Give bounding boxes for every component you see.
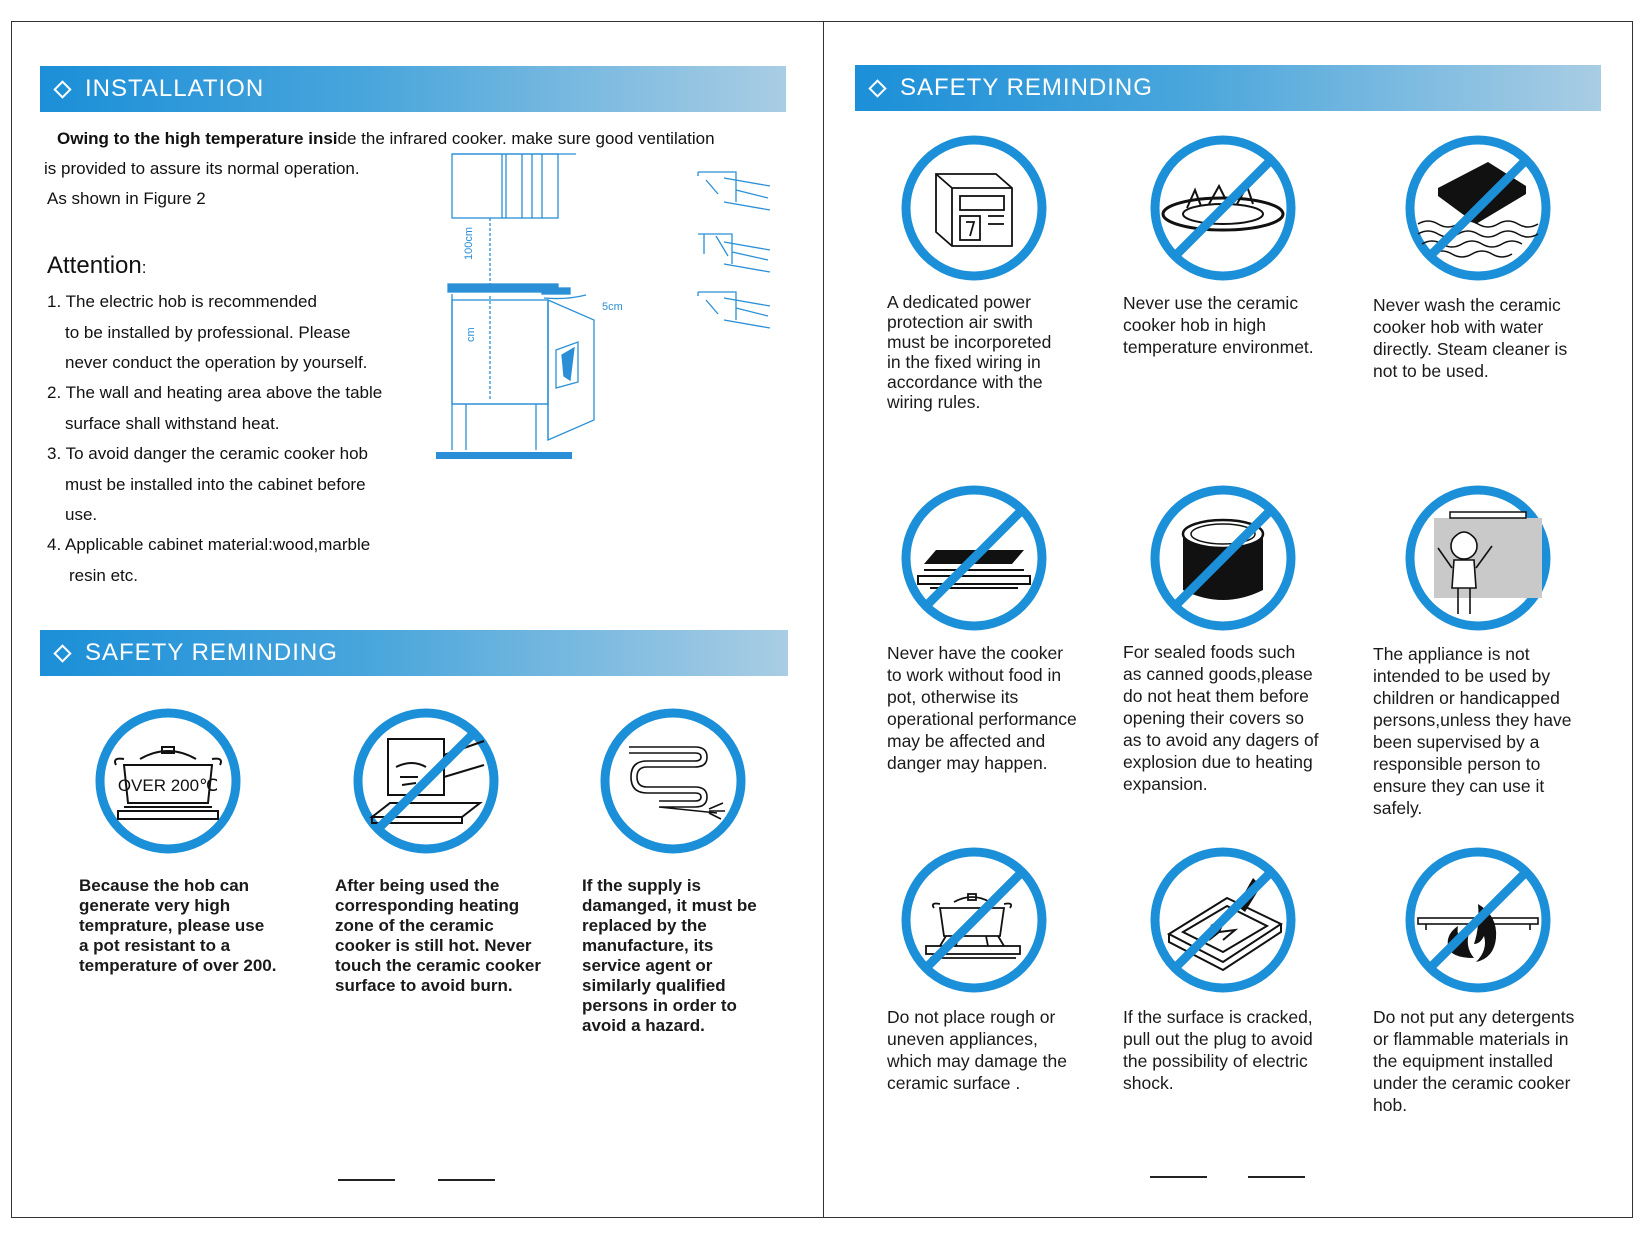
- caption-line: After being used the: [335, 876, 500, 895]
- attention-heading: [47, 252, 146, 280]
- caption-line: persons in order to: [582, 996, 737, 1015]
- caption-line: directly. Steam cleaner is: [1373, 339, 1568, 359]
- attention-label: Attention: [47, 252, 142, 279]
- no-hot-environment-icon: [1149, 134, 1297, 282]
- attention-item-4: [47, 530, 370, 591]
- caption-line: temperature environmet.: [1123, 337, 1314, 357]
- caption-line: If the surface is cracked,: [1123, 1007, 1313, 1027]
- caption-line: or flammable materials in: [1373, 1029, 1569, 1049]
- intro-bold: Owing to the high temperature insi: [57, 129, 338, 148]
- no-empty-pot-icon: [900, 484, 1048, 632]
- right-caption-6: [1373, 643, 1571, 819]
- diamond-icon: [53, 644, 71, 662]
- caption-line: If the supply is: [582, 876, 702, 895]
- cracked-surface-icon: [1149, 846, 1297, 994]
- caption-line: Because the hob can: [79, 876, 250, 895]
- caption-line: generate very high: [79, 896, 231, 915]
- right-caption-5: [1123, 641, 1319, 795]
- right-caption-2: [1123, 292, 1314, 358]
- right-caption-3: [1373, 294, 1567, 382]
- caption-line: in the fixed wiring in: [887, 352, 1041, 372]
- item-text: resin etc.: [69, 565, 138, 585]
- intro-rest: de the infrared cooker. make sure good ventilation: [337, 129, 715, 148]
- right-caption-9: [1373, 1006, 1574, 1116]
- item-number: 2.: [47, 383, 62, 402]
- label-5cm: 5cm: [602, 301, 623, 313]
- caption-line: must be incorporeted: [887, 332, 1052, 352]
- caption-line: replaced by the: [582, 916, 707, 935]
- caption-line: as canned goods,please: [1123, 664, 1313, 684]
- caption-line: accordance with the: [887, 372, 1043, 392]
- caption-line: similarly qualified: [582, 976, 726, 995]
- caption-line: the possibility of electric: [1123, 1051, 1308, 1071]
- page-number-line: [438, 1179, 495, 1181]
- caption-line: pull out the plug to avoid: [1123, 1029, 1313, 1049]
- caption-line: cooker hob with water: [1373, 317, 1544, 337]
- caption-line: The appliance is not: [1373, 644, 1530, 664]
- caption-line: corresponding heating: [335, 896, 520, 915]
- item-text: must be installed into the cabinet before: [65, 474, 366, 494]
- item-text: The wall and heating area above the table: [65, 383, 383, 402]
- caption-line: temprature, please use: [79, 916, 265, 935]
- children-supervision-icon: [1404, 484, 1552, 632]
- right-safety-title: SAFETY REMINDING: [900, 74, 1153, 101]
- caption-line: cooker hob in high: [1123, 315, 1267, 335]
- diamond-icon: [868, 79, 886, 97]
- caption-line: For sealed foods such: [1123, 642, 1296, 662]
- right-caption-1: [887, 292, 1051, 412]
- caption-line: zone of the ceramic: [335, 916, 494, 935]
- item-number: 4.: [47, 535, 62, 554]
- caption-line: which may damage the: [887, 1051, 1067, 1071]
- left-safety-title: SAFETY REMINDING: [85, 639, 338, 666]
- attention-item-2: [47, 378, 382, 439]
- caption-line: opening their covers so: [1123, 708, 1304, 728]
- caption-line: a pot resistant to a: [79, 936, 231, 955]
- caption-line: avoid a hazard.: [582, 1016, 705, 1035]
- caption-line: surface to avoid burn.: [335, 976, 513, 995]
- right-caption-4: [887, 642, 1077, 774]
- caption-line: protection air swith: [887, 312, 1033, 332]
- caption-line: operational performance: [887, 709, 1077, 729]
- caption-line: persons,unless they have: [1373, 710, 1572, 730]
- item-text: Applicable cabinet material:wood,marble: [64, 535, 371, 554]
- right-safety-header: [855, 65, 1601, 111]
- item-number: 3.: [47, 444, 62, 463]
- diamond-icon: [53, 80, 71, 98]
- caption-line: Do not place rough or: [887, 1007, 1056, 1027]
- caption-line: damanged, it must be: [582, 896, 757, 915]
- caption-line: touch the ceramic cooker: [335, 956, 541, 975]
- caption-line: to work without food in: [887, 665, 1062, 685]
- installation-figure: [436, 150, 776, 490]
- label-cm: cm: [465, 327, 477, 342]
- caption-line: explosion due to heating: [1123, 752, 1313, 772]
- no-flammable-icon: [1404, 846, 1552, 994]
- caption-line: shock.: [1123, 1073, 1174, 1093]
- caption-line: responsible person to: [1373, 754, 1541, 774]
- no-damaged-cable-icon: [599, 707, 747, 855]
- label-100cm: 100cm: [463, 226, 475, 260]
- caption-line: expansion.: [1123, 774, 1208, 794]
- pot-label: OVER 200℃: [117, 776, 219, 795]
- left-caption-1: [79, 876, 276, 976]
- no-sealed-can-icon: [1149, 484, 1297, 632]
- no-touch-hot-surface-icon: [352, 707, 500, 855]
- caption-line: ceramic surface .: [887, 1073, 1021, 1093]
- caption-line: under the ceramic cooker: [1373, 1073, 1571, 1093]
- page-number-line: [338, 1179, 395, 1181]
- caption-line: may be affected and: [887, 731, 1046, 751]
- left-caption-2: [335, 876, 541, 996]
- caption-line: ensure they can use it: [1373, 776, 1545, 796]
- caption-line: temperature of over 200.: [79, 956, 277, 975]
- right-caption-8: [1123, 1006, 1313, 1094]
- caption-line: the equipment installed: [1373, 1051, 1553, 1071]
- attention-item-1: [47, 287, 367, 379]
- left-caption-3: [582, 876, 757, 1036]
- attention-item-3: [47, 439, 368, 531]
- installation-header: [40, 66, 786, 112]
- attention-colon: :: [141, 258, 147, 277]
- item-text: use.: [65, 505, 98, 524]
- item-text: to be installed by professional. Please: [65, 322, 351, 342]
- caption-line: Never wash the ceramic: [1373, 295, 1561, 315]
- right-caption-7: [887, 1006, 1067, 1094]
- item-text: surface shall withstand heat.: [65, 413, 280, 433]
- page-number-line: [1248, 1176, 1305, 1178]
- item-text: To avoid danger the ceramic cooker hob: [65, 444, 369, 463]
- no-water-wash-icon: [1404, 134, 1552, 282]
- caption-line: safely.: [1373, 798, 1423, 818]
- page-number-line: [1150, 1176, 1207, 1178]
- caption-line: wiring rules.: [887, 392, 981, 412]
- caption-line: Never use the ceramic: [1123, 293, 1299, 313]
- item-text: never conduct the operation by yourself.: [65, 353, 368, 372]
- installation-title: INSTALLATION: [85, 75, 265, 102]
- caption-line: Do not put any detergents: [1373, 1007, 1575, 1027]
- intro-line-3: As shown in Figure 2: [47, 189, 206, 208]
- caption-line: Never have the cooker: [887, 643, 1064, 663]
- no-rough-appliance-icon: [900, 846, 1048, 994]
- caption-line: do not heat them before: [1123, 686, 1309, 706]
- caption-line: uneven appliances,: [887, 1029, 1038, 1049]
- caption-line: as to avoid any dagers of: [1123, 730, 1319, 750]
- item-text: The electric hob is recommended: [65, 292, 317, 311]
- caption-line: not to be used.: [1373, 361, 1489, 381]
- intro-line-2: is provided to assure its normal operation.: [44, 159, 360, 178]
- caption-line: children or handicapped: [1373, 688, 1560, 708]
- caption-line: pot, otherwise its: [887, 687, 1019, 707]
- caption-line: intended to be used by: [1373, 666, 1551, 686]
- caption-line: cooker is still hot. Never: [335, 936, 532, 955]
- caption-line: hob.: [1373, 1095, 1408, 1115]
- caption-line: service agent or: [582, 956, 713, 975]
- item-number: 1.: [47, 292, 62, 311]
- caption-line: manufacture, its: [582, 936, 714, 955]
- left-safety-header: [40, 630, 788, 676]
- caption-line: danger may happen.: [887, 753, 1048, 773]
- caption-line: A dedicated power: [887, 292, 1031, 312]
- pot-over-200-icon: [94, 707, 242, 855]
- power-protection-icon: [900, 134, 1048, 282]
- caption-line: been supervised by a: [1373, 732, 1540, 752]
